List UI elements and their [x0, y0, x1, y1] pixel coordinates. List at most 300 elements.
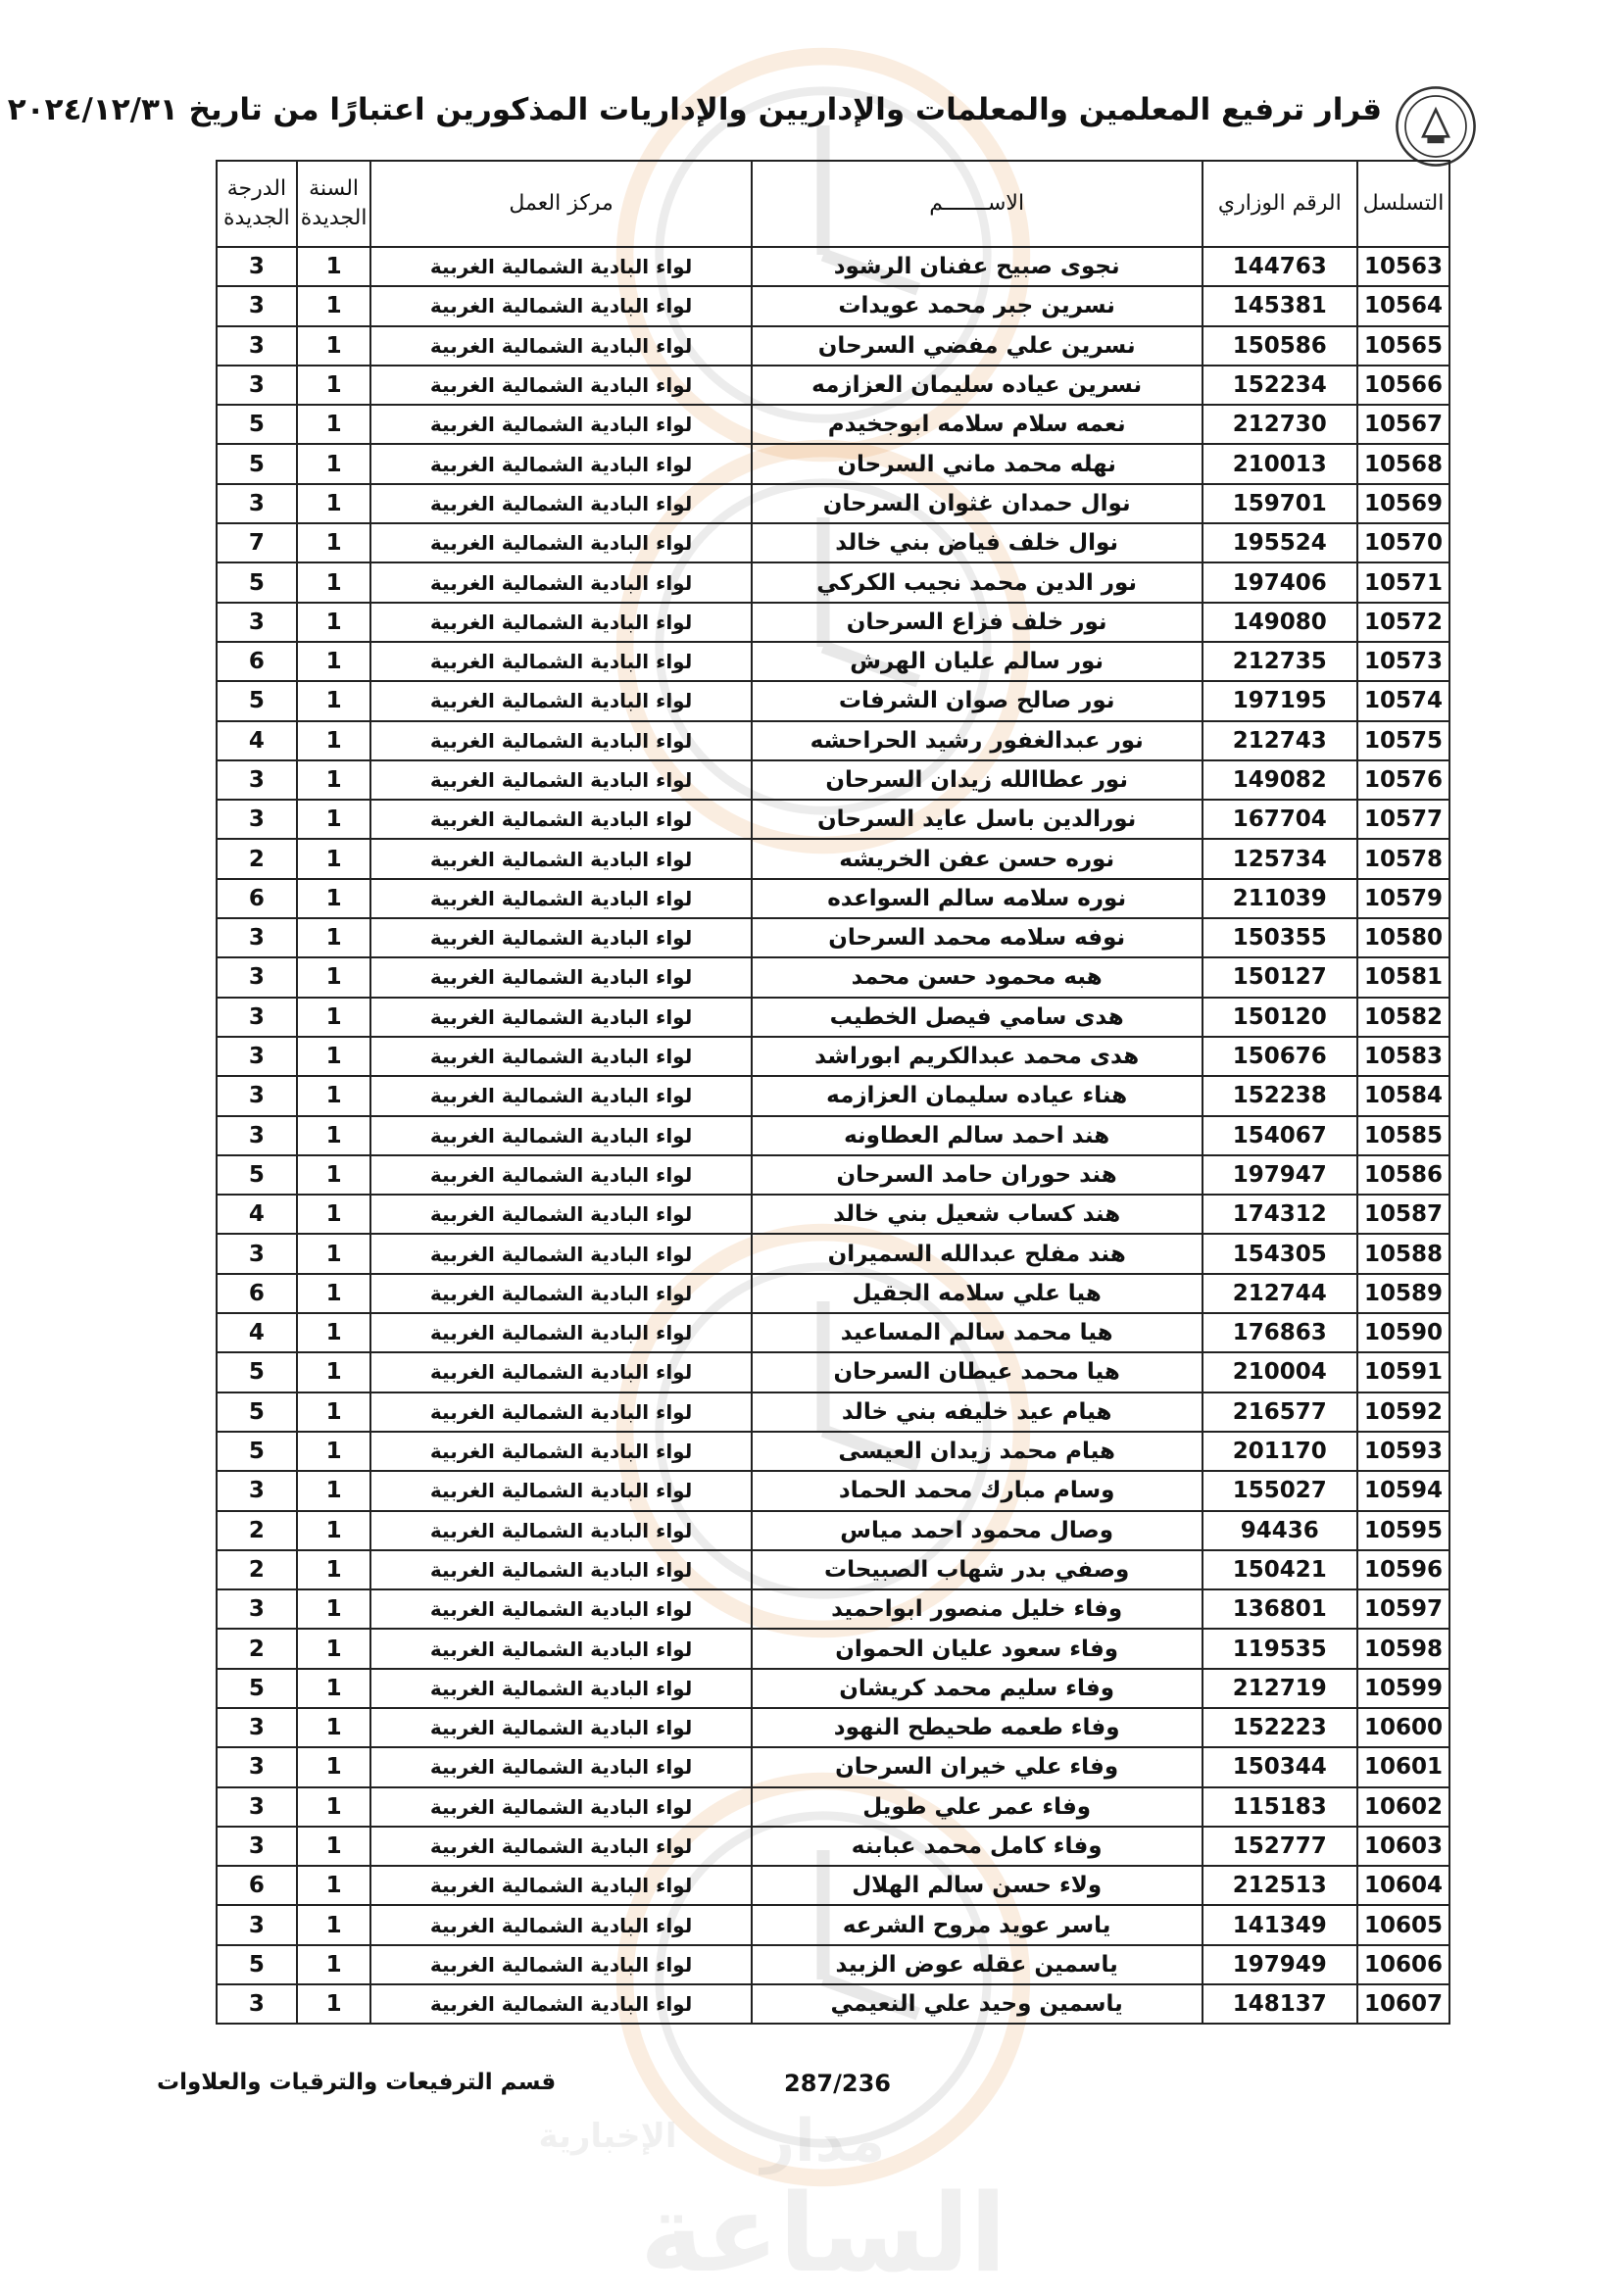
cell-serial: 10587	[1357, 1195, 1449, 1234]
cell-ministry-id: 150676	[1203, 1037, 1357, 1076]
table-row	[217, 642, 1449, 681]
cell-work-center: لواء البادية الشمالية الغربية	[370, 642, 751, 681]
cell-new-grade: 5	[217, 1945, 297, 1984]
cell-serial: 10579	[1357, 879, 1449, 918]
cell-serial: 10568	[1357, 444, 1449, 483]
cell-new-grade: 5	[217, 1352, 297, 1392]
cell-work-center: لواء البادية الشمالية الغربية	[370, 1471, 751, 1510]
cell-name: نهله محمد ماني السرحان	[752, 444, 1203, 483]
cell-ministry-id: 211039	[1203, 879, 1357, 918]
table-row	[217, 721, 1449, 760]
cell-work-center: لواء البادية الشمالية الغربية	[370, 800, 751, 839]
table-row	[217, 1352, 1449, 1392]
cell-serial: 10600	[1357, 1708, 1449, 1747]
cell-new-grade: 3	[217, 1747, 297, 1786]
cell-serial: 10605	[1357, 1905, 1449, 1944]
cell-new-year: 1	[297, 1471, 371, 1510]
cell-serial: 10602	[1357, 1787, 1449, 1827]
cell-new-grade: 3	[217, 1905, 297, 1944]
cell-serial: 10601	[1357, 1747, 1449, 1786]
cell-serial: 10585	[1357, 1116, 1449, 1155]
cell-work-center: لواء البادية الشمالية الغربية	[370, 1234, 751, 1273]
table-row	[217, 1747, 1449, 1786]
cell-name: ولاء حسن سالم الهلال	[752, 1866, 1203, 1905]
cell-work-center: لواء البادية الشمالية الغربية	[370, 1432, 751, 1471]
cell-serial: 10607	[1357, 1984, 1449, 2024]
cell-new-grade: 5	[217, 681, 297, 720]
table-row	[217, 1274, 1449, 1313]
cell-new-grade: 6	[217, 642, 297, 681]
cell-new-year: 1	[297, 1866, 371, 1905]
column-header-name: الاســـــــم	[752, 161, 1203, 247]
cell-new-year: 1	[297, 484, 371, 523]
cell-ministry-id: 212735	[1203, 642, 1357, 681]
cell-new-year: 1	[297, 1787, 371, 1827]
cell-name: وفاء خليل منصور ابواحميد	[752, 1589, 1203, 1629]
cell-new-year: 1	[297, 879, 371, 918]
cell-new-year: 1	[297, 1195, 371, 1234]
cell-ministry-id: 212719	[1203, 1669, 1357, 1708]
column-header-ministry-id: الرقم الوزاري	[1203, 161, 1357, 247]
cell-serial: 10583	[1357, 1037, 1449, 1076]
cell-new-year: 1	[297, 523, 371, 562]
table-row	[217, 286, 1449, 325]
cell-name: هيام محمد زيدان العيسى	[752, 1432, 1203, 1471]
table-row	[217, 1195, 1449, 1234]
cell-name: ياسر عويد مروح الشرعه	[752, 1905, 1203, 1944]
cell-work-center: لواء البادية الشمالية الغربية	[370, 1076, 751, 1115]
cell-work-center: لواء البادية الشمالية الغربية	[370, 1984, 751, 2024]
cell-name: وصفي بدر شهاب الصبيحات	[752, 1550, 1203, 1589]
document-header	[7, 78, 1460, 147]
cell-serial: 10586	[1357, 1155, 1449, 1195]
cell-ministry-id: 195524	[1203, 523, 1357, 562]
table-header-row	[217, 161, 1449, 247]
cell-name: وفاء سعود عليان الحموان	[752, 1629, 1203, 1668]
cell-new-grade: 3	[217, 1787, 297, 1827]
cell-new-year: 1	[297, 1629, 371, 1668]
cell-ministry-id: 152777	[1203, 1827, 1357, 1866]
cell-work-center: لواء البادية الشمالية الغربية	[370, 1550, 751, 1589]
cell-name: وفاء سليم محمد كريشان	[752, 1669, 1203, 1708]
cell-name: هدى سامي فيصل الخطيب	[752, 998, 1203, 1037]
cell-name: وصال محمود احمد مياس	[752, 1511, 1203, 1550]
cell-name: هيام عيد خليفه بني خالد	[752, 1392, 1203, 1432]
cell-ministry-id: 216577	[1203, 1392, 1357, 1432]
cell-new-grade: 3	[217, 603, 297, 642]
cell-new-grade: 2	[217, 1629, 297, 1668]
cell-new-year: 1	[297, 1076, 371, 1115]
cell-new-grade: 3	[217, 366, 297, 405]
table-row	[217, 1827, 1449, 1866]
column-header-new-grade: الدرجة الجديدة	[217, 161, 297, 247]
cell-new-grade: 2	[217, 1511, 297, 1550]
cell-new-year: 1	[297, 1037, 371, 1076]
cell-serial: 10592	[1357, 1392, 1449, 1432]
cell-new-grade: 3	[217, 1234, 297, 1273]
cell-name: هيا علي سلامه الجقيل	[752, 1274, 1203, 1313]
cell-new-grade: 3	[217, 326, 297, 366]
cell-new-year: 1	[297, 1155, 371, 1195]
cell-new-grade: 3	[217, 1471, 297, 1510]
cell-work-center: لواء البادية الشمالية الغربية	[370, 1352, 751, 1392]
cell-new-year: 1	[297, 1432, 371, 1471]
cell-new-grade: 3	[217, 760, 297, 800]
cell-work-center: لواء البادية الشمالية الغربية	[370, 603, 751, 642]
cell-name: هند كساب شعيل بني خالد	[752, 1195, 1203, 1234]
cell-new-year: 1	[297, 366, 371, 405]
cell-new-grade: 6	[217, 1866, 297, 1905]
cell-work-center: لواء البادية الشمالية الغربية	[370, 1274, 751, 1313]
cell-serial: 10588	[1357, 1234, 1449, 1273]
cell-new-grade: 3	[217, 1827, 297, 1866]
cell-serial: 10571	[1357, 562, 1449, 602]
cell-work-center: لواء البادية الشمالية الغربية	[370, 523, 751, 562]
cell-name: هند مفلح عبدالله السميران	[752, 1234, 1203, 1273]
cell-ministry-id: 150344	[1203, 1747, 1357, 1786]
document-title: قرار ترفيع المعلمين والمعلمات والإداريين والإداريات المذكورين اعتبارًا من تاريخ ٢٠٢٤/١٢/٣١	[7, 92, 1382, 127]
cell-new-grade: 6	[217, 1274, 297, 1313]
cell-work-center: لواء البادية الشمالية الغربية	[370, 1195, 751, 1234]
cell-serial: 10570	[1357, 523, 1449, 562]
cell-ministry-id: 119535	[1203, 1629, 1357, 1668]
cell-work-center: لواء البادية الشمالية الغربية	[370, 760, 751, 800]
table-row	[217, 998, 1449, 1037]
table-row	[217, 405, 1449, 444]
cell-serial: 10577	[1357, 800, 1449, 839]
table-row	[217, 1787, 1449, 1827]
table-row	[217, 800, 1449, 839]
cell-new-grade: 3	[217, 1708, 297, 1747]
cell-new-year: 1	[297, 642, 371, 681]
cell-ministry-id: 136801	[1203, 1589, 1357, 1629]
cell-work-center: لواء البادية الشمالية الغربية	[370, 326, 751, 366]
cell-new-year: 1	[297, 998, 371, 1037]
table-row	[217, 1550, 1449, 1589]
table-row	[217, 1945, 1449, 1984]
cell-name: نور خلف فزاع السرحان	[752, 603, 1203, 642]
cell-work-center: لواء البادية الشمالية الغربية	[370, 1708, 751, 1747]
cell-new-year: 1	[297, 918, 371, 957]
table-row	[217, 1511, 1449, 1550]
cell-work-center: لواء البادية الشمالية الغربية	[370, 366, 751, 405]
cell-work-center: لواء البادية الشمالية الغربية	[370, 1747, 751, 1786]
cell-new-year: 1	[297, 721, 371, 760]
cell-serial: 10589	[1357, 1274, 1449, 1313]
cell-serial: 10565	[1357, 326, 1449, 366]
cell-serial: 10606	[1357, 1945, 1449, 1984]
table-row	[217, 444, 1449, 483]
cell-ministry-id: 150127	[1203, 957, 1357, 997]
cell-new-grade: 3	[217, 286, 297, 325]
cell-new-grade: 5	[217, 1432, 297, 1471]
cell-ministry-id: 145381	[1203, 286, 1357, 325]
cell-name: نسرين عياده سليمان العزازمه	[752, 366, 1203, 405]
cell-work-center: لواء البادية الشمالية الغربية	[370, 1511, 751, 1550]
cell-work-center: لواء البادية الشمالية الغربية	[370, 681, 751, 720]
cell-ministry-id: 154067	[1203, 1116, 1357, 1155]
cell-new-grade: 4	[217, 1313, 297, 1352]
cell-new-year: 1	[297, 839, 371, 878]
cell-serial: 10581	[1357, 957, 1449, 997]
cell-serial: 10564	[1357, 286, 1449, 325]
cell-serial: 10580	[1357, 918, 1449, 957]
cell-work-center: لواء البادية الشمالية الغربية	[370, 286, 751, 325]
cell-serial: 10569	[1357, 484, 1449, 523]
cell-name: نسرين علي مفضي السرحان	[752, 326, 1203, 366]
cell-serial: 10593	[1357, 1432, 1449, 1471]
table-row	[217, 1669, 1449, 1708]
cell-new-year: 1	[297, 800, 371, 839]
cell-name: هناء عياده سليمان العزازمه	[752, 1076, 1203, 1115]
cell-serial: 10572	[1357, 603, 1449, 642]
cell-name: هدى محمد عبدالكريم ابوراشد	[752, 1037, 1203, 1076]
table-row	[217, 1589, 1449, 1629]
cell-name: وفاء طعمه طحيطح النهود	[752, 1708, 1203, 1747]
column-header-serial: التسلسل	[1357, 161, 1449, 247]
cell-work-center: لواء البادية الشمالية الغربية	[370, 1155, 751, 1195]
cell-new-grade: 3	[217, 957, 297, 997]
cell-name: نور صالح صوان الشرفات	[752, 681, 1203, 720]
cell-work-center: لواء البادية الشمالية الغربية	[370, 1313, 751, 1352]
table-row	[217, 1629, 1449, 1668]
cell-ministry-id: 148137	[1203, 1984, 1357, 2024]
cell-ministry-id: 150120	[1203, 998, 1357, 1037]
cell-new-year: 1	[297, 1511, 371, 1550]
ministry-emblem-icon	[1394, 84, 1478, 169]
table-row	[217, 1984, 1449, 2024]
cell-new-year: 1	[297, 1747, 371, 1786]
table-row	[217, 1866, 1449, 1905]
cell-work-center: لواء البادية الشمالية الغربية	[370, 1866, 751, 1905]
cell-new-grade: 4	[217, 1195, 297, 1234]
cell-work-center: لواء البادية الشمالية الغربية	[370, 1787, 751, 1827]
cell-work-center: لواء البادية الشمالية الغربية	[370, 1629, 751, 1668]
cell-new-year: 1	[297, 1669, 371, 1708]
watermark-brand-subtitle: الإخبارية	[538, 2117, 677, 2156]
cell-new-year: 1	[297, 957, 371, 997]
cell-work-center: لواء البادية الشمالية الغربية	[370, 562, 751, 602]
cell-ministry-id: 197406	[1203, 562, 1357, 602]
cell-work-center: لواء البادية الشمالية الغربية	[370, 1589, 751, 1629]
table-row	[217, 839, 1449, 878]
table-row	[217, 366, 1449, 405]
table-row	[217, 326, 1449, 366]
cell-name: نسرين جبر محمد عويدات	[752, 286, 1203, 325]
cell-name: نجوى صبيح عفنان الرشود	[752, 247, 1203, 286]
cell-ministry-id: 152223	[1203, 1708, 1357, 1747]
cell-ministry-id: 152234	[1203, 366, 1357, 405]
cell-ministry-id: 94436	[1203, 1511, 1357, 1550]
cell-ministry-id: 125734	[1203, 839, 1357, 878]
cell-work-center: لواء البادية الشمالية الغربية	[370, 721, 751, 760]
cell-work-center: لواء البادية الشمالية الغربية	[370, 918, 751, 957]
cell-name: نوره سلامه سالم السواعده	[752, 879, 1203, 918]
cell-new-year: 1	[297, 1708, 371, 1747]
cell-new-year: 1	[297, 1905, 371, 1944]
cell-new-year: 1	[297, 1313, 371, 1352]
cell-serial: 10567	[1357, 405, 1449, 444]
table-row	[217, 1392, 1449, 1432]
cell-ministry-id: 154305	[1203, 1234, 1357, 1273]
cell-new-year: 1	[297, 286, 371, 325]
cell-new-grade: 3	[217, 1037, 297, 1076]
cell-new-year: 1	[297, 1116, 371, 1155]
cell-work-center: لواء البادية الشمالية الغربية	[370, 1669, 751, 1708]
cell-new-year: 1	[297, 1984, 371, 2024]
cell-serial: 10563	[1357, 247, 1449, 286]
cell-serial: 10575	[1357, 721, 1449, 760]
cell-serial: 10576	[1357, 760, 1449, 800]
cell-name: نوال خلف فياض بني خالد	[752, 523, 1203, 562]
cell-serial: 10566	[1357, 366, 1449, 405]
cell-serial: 10582	[1357, 998, 1449, 1037]
cell-work-center: لواء البادية الشمالية الغربية	[370, 1116, 751, 1155]
cell-new-year: 1	[297, 681, 371, 720]
table-row	[217, 484, 1449, 523]
cell-name: نوال حمدان غثوان السرحان	[752, 484, 1203, 523]
cell-ministry-id: 167704	[1203, 800, 1357, 839]
cell-new-year: 1	[297, 1945, 371, 1984]
cell-ministry-id: 150355	[1203, 918, 1357, 957]
table-row	[217, 1905, 1449, 1944]
cell-ministry-id: 197949	[1203, 1945, 1357, 1984]
cell-new-year: 1	[297, 1352, 371, 1392]
cell-ministry-id: 176863	[1203, 1313, 1357, 1352]
cell-name: نورالدين باسل عايد السرحان	[752, 800, 1203, 839]
cell-new-grade: 2	[217, 839, 297, 878]
cell-work-center: لواء البادية الشمالية الغربية	[370, 879, 751, 918]
table-row	[217, 1471, 1449, 1510]
cell-name: وسام مبارك محمد الحماد	[752, 1471, 1203, 1510]
cell-name: وفاء كامل محمد عبابنه	[752, 1827, 1203, 1866]
cell-ministry-id: 212744	[1203, 1274, 1357, 1313]
cell-serial: 10599	[1357, 1669, 1449, 1708]
cell-new-year: 1	[297, 760, 371, 800]
table-row	[217, 1234, 1449, 1273]
cell-name: وفاء عمر علي طويل	[752, 1787, 1203, 1827]
cell-new-grade: 3	[217, 1984, 297, 2024]
cell-ministry-id: 150586	[1203, 326, 1357, 366]
cell-ministry-id: 174312	[1203, 1195, 1357, 1234]
cell-ministry-id: 149082	[1203, 760, 1357, 800]
table-row	[217, 247, 1449, 286]
cell-serial: 10574	[1357, 681, 1449, 720]
cell-new-grade: 3	[217, 1076, 297, 1115]
cell-new-grade: 5	[217, 444, 297, 483]
cell-name: ياسمين وحيد علي النعيمي	[752, 1984, 1203, 2024]
cell-serial: 10598	[1357, 1629, 1449, 1668]
cell-work-center: لواء البادية الشمالية الغربية	[370, 839, 751, 878]
cell-work-center: لواء البادية الشمالية الغربية	[370, 1392, 751, 1432]
cell-serial: 10596	[1357, 1550, 1449, 1589]
cell-serial: 10573	[1357, 642, 1449, 681]
promotion-table	[216, 160, 1450, 2025]
cell-new-grade: 3	[217, 998, 297, 1037]
cell-new-year: 1	[297, 603, 371, 642]
cell-new-grade: 3	[217, 1589, 297, 1629]
cell-name: هند حوران حامد السرحان	[752, 1155, 1203, 1195]
table-row	[217, 957, 1449, 997]
cell-new-year: 1	[297, 1234, 371, 1273]
cell-new-grade: 2	[217, 1550, 297, 1589]
cell-work-center: لواء البادية الشمالية الغربية	[370, 1945, 751, 1984]
cell-name: نوفه سلامه محمد السرحان	[752, 918, 1203, 957]
cell-new-grade: 5	[217, 1392, 297, 1432]
cell-new-grade: 3	[217, 918, 297, 957]
cell-new-year: 1	[297, 326, 371, 366]
cell-new-year: 1	[297, 444, 371, 483]
cell-ministry-id: 212743	[1203, 721, 1357, 760]
cell-new-year: 1	[297, 1550, 371, 1589]
cell-serial: 10603	[1357, 1827, 1449, 1866]
cell-name: نعمه سلام سلامه ابوجخيدم	[752, 405, 1203, 444]
cell-name: وفاء علي خيران السرحان	[752, 1747, 1203, 1786]
table-row	[217, 918, 1449, 957]
cell-new-grade: 3	[217, 247, 297, 286]
table-row	[217, 1076, 1449, 1115]
table-row	[217, 879, 1449, 918]
cell-work-center: لواء البادية الشمالية الغربية	[370, 484, 751, 523]
column-header-new-year: السنة الجديدة	[297, 161, 371, 247]
cell-name: ياسمين عقله عوض الزبيد	[752, 1945, 1203, 1984]
cell-ministry-id: 212730	[1203, 405, 1357, 444]
cell-new-year: 1	[297, 1274, 371, 1313]
cell-ministry-id: 149080	[1203, 603, 1357, 642]
cell-new-year: 1	[297, 1827, 371, 1866]
cell-ministry-id: 115183	[1203, 1787, 1357, 1827]
column-header-work-center: مركز العمل	[370, 161, 751, 247]
table-row	[217, 1432, 1449, 1471]
cell-work-center: لواء البادية الشمالية الغربية	[370, 247, 751, 286]
cell-name: هيا محمد عيطان السرحان	[752, 1352, 1203, 1392]
cell-new-grade: 5	[217, 405, 297, 444]
table-row	[217, 1116, 1449, 1155]
cell-new-year: 1	[297, 1392, 371, 1432]
cell-work-center: لواء البادية الشمالية الغربية	[370, 1905, 751, 1944]
cell-ministry-id: 152238	[1203, 1076, 1357, 1115]
page-number: 287/236	[784, 2070, 891, 2097]
cell-work-center: لواء البادية الشمالية الغربية	[370, 1827, 751, 1866]
cell-new-grade: 4	[217, 721, 297, 760]
table-row	[217, 1037, 1449, 1076]
cell-serial: 10578	[1357, 839, 1449, 878]
cell-name: نوره حسن عفن الخريشه	[752, 839, 1203, 878]
cell-ministry-id: 201170	[1203, 1432, 1357, 1471]
cell-ministry-id: 197195	[1203, 681, 1357, 720]
cell-new-year: 1	[297, 562, 371, 602]
cell-name: نور عطاالله زيدان السرحان	[752, 760, 1203, 800]
cell-serial: 10597	[1357, 1589, 1449, 1629]
cell-name: هند احمد سالم العطاونه	[752, 1116, 1203, 1155]
cell-new-year: 1	[297, 247, 371, 286]
cell-serial: 10604	[1357, 1866, 1449, 1905]
cell-ministry-id: 197947	[1203, 1155, 1357, 1195]
cell-new-grade: 3	[217, 800, 297, 839]
cell-new-grade: 5	[217, 1669, 297, 1708]
cell-name: نور عبدالغفور رشيد الحراحشه	[752, 721, 1203, 760]
cell-new-grade: 7	[217, 523, 297, 562]
table-row	[217, 562, 1449, 602]
cell-work-center: لواء البادية الشمالية الغربية	[370, 405, 751, 444]
cell-new-year: 1	[297, 405, 371, 444]
cell-work-center: لواء البادية الشمالية الغربية	[370, 1037, 751, 1076]
footer-department: قسم الترفيعات والترقيات والعلاوات	[157, 2070, 557, 2095]
cell-name: هبه محمود حسن محمد	[752, 957, 1203, 997]
cell-work-center: لواء البادية الشمالية الغربية	[370, 998, 751, 1037]
cell-serial: 10595	[1357, 1511, 1449, 1550]
cell-ministry-id: 210004	[1203, 1352, 1357, 1392]
